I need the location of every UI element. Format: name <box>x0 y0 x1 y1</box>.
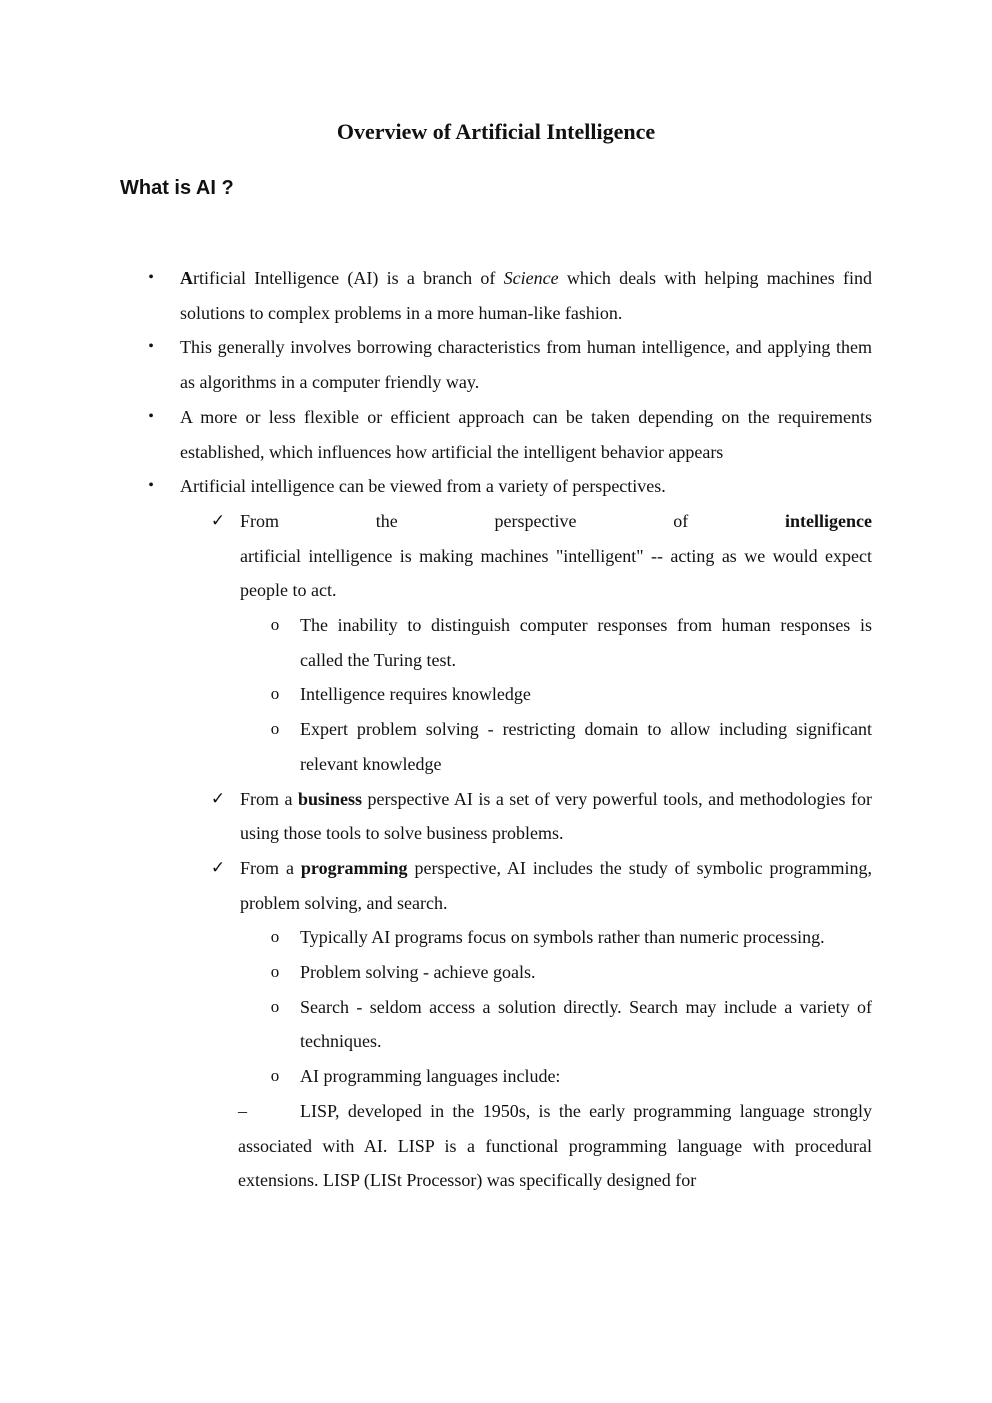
page-title: Overview of Artificial Intelligence <box>336 119 656 144</box>
spread-line <box>240 504 872 539</box>
sub-item-text: Expert problem solving - restricting domain to allow including significant relevant knowledge <box>300 719 872 774</box>
sub-item <box>270 677 872 712</box>
sub-item <box>270 712 872 781</box>
bullet-item <box>148 330 872 399</box>
bullet-item <box>148 261 872 330</box>
lisp-paragraph <box>238 1094 872 1198</box>
sub-item <box>270 1059 872 1094</box>
circle-bullet-icon: o <box>270 962 280 982</box>
check-icon: ✓ <box>210 788 226 808</box>
bullet-icon: • <box>148 269 154 286</box>
check-text: From a <box>240 857 301 878</box>
dash-icon: – <box>238 1100 247 1121</box>
check-item-programming <box>210 851 872 920</box>
bullet-icon: • <box>148 407 154 425</box>
sub-item-text: Search - seldom access a solution directly. Search may include a variety of techniques. <box>300 996 872 1052</box>
word: perspective <box>494 510 577 531</box>
circle-bullet-icon: o <box>270 1066 280 1086</box>
sub-item-text: Typically AI programs focus on symbols rather than numeric processing. <box>300 927 825 948</box>
bullet-text: which deals with helping machines find solutions to complex problems in a more human-like fashion. <box>180 268 872 323</box>
sub-item <box>270 920 872 955</box>
bold-term: business <box>297 788 362 809</box>
circle-bullet-icon: o <box>270 927 280 947</box>
check-icon: ✓ <box>210 510 226 530</box>
word: of <box>673 510 689 531</box>
bullet-item <box>148 469 872 504</box>
bullet-icon: • <box>148 338 154 356</box>
sub-item-text: The inability to distinguish computer responses from human responses is called the Turing test. <box>300 615 872 670</box>
check-text: perspective AI is a set of very powerful tools, and methodologies for using those tools to solve business problems. <box>240 788 872 844</box>
bold-term: intelligence <box>784 510 872 531</box>
check-text: artificial intelligence is making machines "intelligent" -- acting as we would expect people to act. <box>240 545 872 601</box>
sub-item <box>270 990 872 1059</box>
circle-bullet-icon: o <box>270 684 280 704</box>
check-item-business <box>210 782 872 851</box>
bullet-text: Artificial intelligence can be viewed from a variety of perspectives. <box>180 476 666 497</box>
bullet-item <box>148 400 872 469</box>
circle-bullet-icon: o <box>270 996 280 1016</box>
sub-item-text: Problem solving - achieve goals. <box>300 962 536 983</box>
bullet-text: A more or less flexible or efficient approach can be taken depending on the requirements established, which influences how artificial the intelligent behavior appears <box>180 406 872 462</box>
bold-term: programming <box>300 857 408 878</box>
sub-item <box>270 955 872 990</box>
section-heading: What is AI ? <box>120 177 234 199</box>
word: From <box>240 510 280 531</box>
bullet-text: rtificial Intelligence (AI) is a branch of <box>193 268 504 288</box>
bullet-emphasis: Science <box>503 268 559 288</box>
circle-bullet-icon: o <box>270 615 280 635</box>
check-text: perspective, AI includes the study of symbolic programming, problem solving, and search. <box>240 857 872 913</box>
circle-bullet-icon: o <box>270 719 280 739</box>
sub-item-text: Intelligence requires knowledge <box>300 684 531 705</box>
sub-item <box>270 608 872 677</box>
lisp-text: LISP, developed in the 1950s, is the early programming language strongly associated with AI. LISP is a functional programming language with procedural extensions. LISP (LISt Processor) was specifically designed for <box>238 1100 872 1191</box>
word: the <box>375 510 398 531</box>
check-icon: ✓ <box>210 857 226 877</box>
check-item-intelligence <box>210 504 872 608</box>
bullet-icon: • <box>148 477 154 495</box>
bullet-text: This generally involves borrowing characteristics from human intelligence, and applying them as algorithms in a computer friendly way. <box>180 337 872 393</box>
sub-item-text: AI programming languages include: <box>300 1066 561 1087</box>
bullet-first-letter: A <box>180 268 193 288</box>
document-body <box>0 261 992 1198</box>
check-text: From a <box>240 788 298 809</box>
